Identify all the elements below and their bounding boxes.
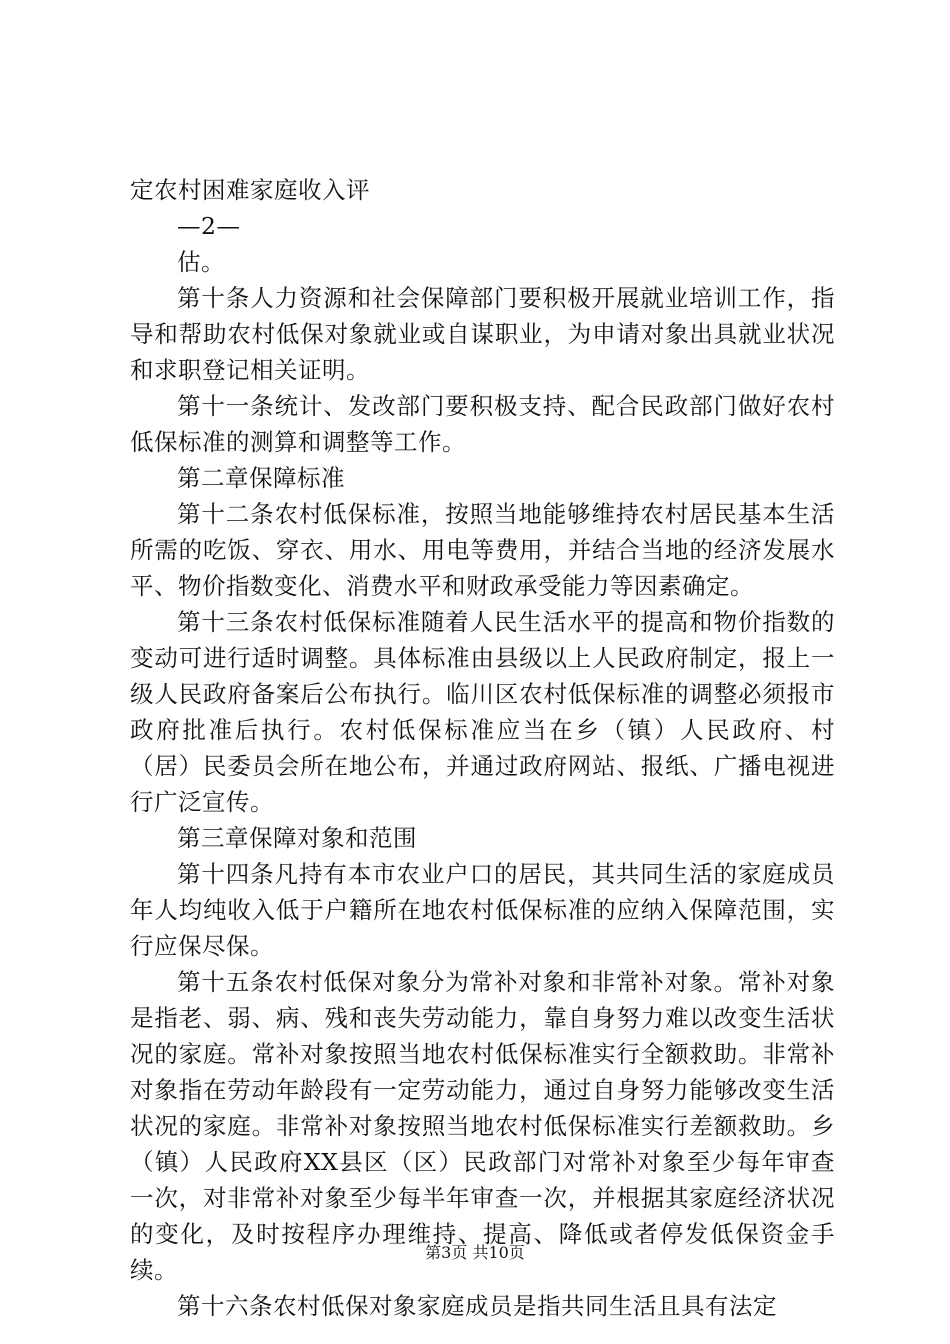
article-14: 第十四条凡持有本市农业户口的居民，其共同生活的家庭成员年人均纯收入低于户籍所在地农村低保标准的应纳入保障范围，实行应保尽保。 (130, 860, 835, 960)
article-10: 第十条人力资源和社会保障部门要积极开展就业培训工作，指导和帮助农村低保对象就业或自谋职业，为申请对象出具就业状况和求职登记相关证明。 (130, 284, 835, 384)
text-line-fragment-end: 估。 (177, 248, 225, 276)
article-12: 第十二条农村低保标准，按照当地能够维持农村居民基本生活所需的吃饭、穿衣、用水、用电等费用，并结合当地的经济发展水平、物价指数变化、消费水平和财政承受能力等因素确定。 (130, 500, 835, 600)
article-16: 第十六条农村低保对象家庭成员是指共同生活且具有法定 (177, 1292, 777, 1320)
chapter-3-heading: 第三章保障对象和范围 (177, 824, 417, 852)
article-11: 第十一条统计、发改部门要积极支持、配合民政部门做好农村低保标准的测算和调整等工作。 (130, 392, 835, 456)
text-line-fragment: 定农村困难家庭收入评 (130, 176, 370, 204)
page-footer: 第3页 共10页 (425, 1243, 525, 1262)
article-13: 第十三条农村低保标准随着人民生活水平的提高和物价指数的变动可进行适时调整。具体标准由县级以上人民政府制定，报上一级人民政府备案后公布执行。临川区农村低保标准的调整必须报市政府批准后执行。农村低保标准应当在乡（镇）人民政府、村（居）民委员会所在地公布，并通过政府网站、报纸、广播电视进行广泛宣传。 (130, 608, 835, 816)
document-body (130, 172, 835, 1324)
chapter-2-heading: 第二章保障标准 (177, 464, 345, 492)
article-15: 第十五条农村低保对象分为常补对象和非常补对象。常补对象是指老、弱、病、残和丧失劳动能力，靠自身努力难以改变生活状况的家庭。常补对象按照当地农村低保标准实行全额救助。非常补对象指在劳动年龄段有一定劳动能力，通过自身努力能够改变生活状况的家庭。非常补对象按照当地农村低保标准实行差额救助。乡（镇）人民政府XX县区（区）民政部门对常补对象至少每年审查一次，对非常补对象至少每半年审查一次，并根据其家庭经济状况的变化，及时按程序办理维持、提高、降低或者停发低保资金手续。 (130, 968, 835, 1284)
inline-page-marker: —2— (177, 212, 241, 240)
